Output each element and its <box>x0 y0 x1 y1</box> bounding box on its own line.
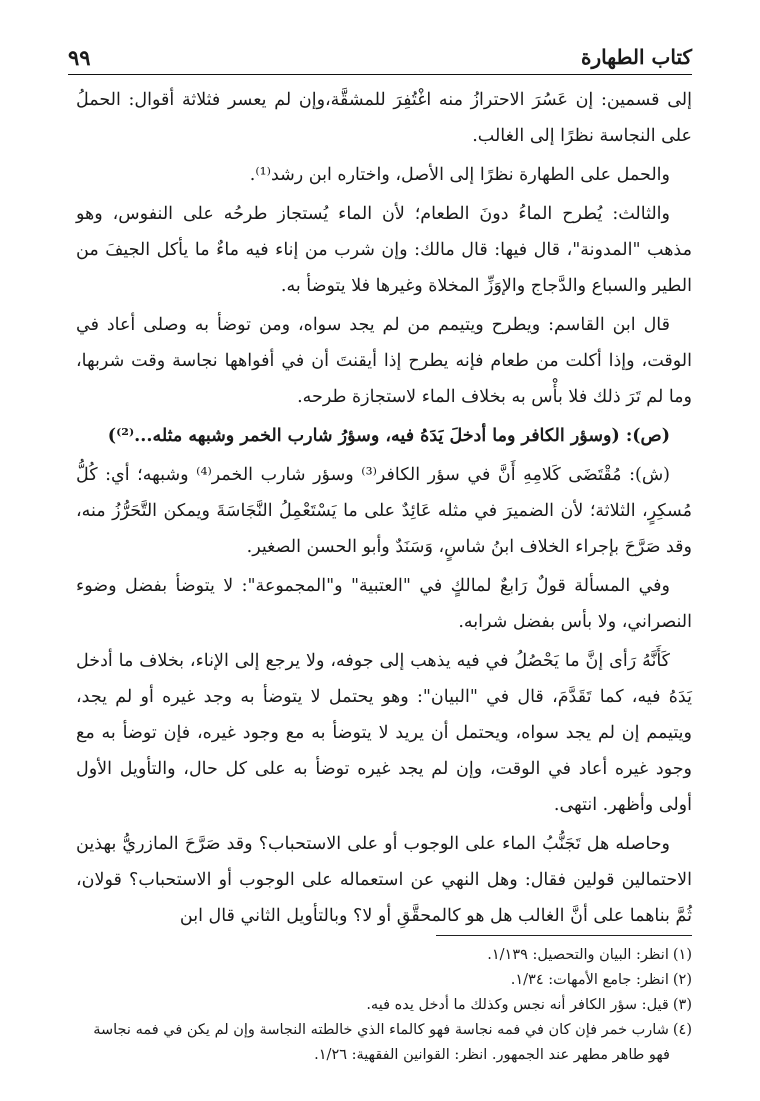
footnote-number: (١) <box>672 947 692 963</box>
footnote <box>76 943 692 968</box>
paragraph: والثالث: يُطرح الماءُ دونَ الطعام؛ لأن الماء يُستجاز طرحُه على النفوس، وهو مذهب "المدونة"، قال فيها: قال مالك: وإن شرب من إناء فيه ماءٌ ما يأكل الجيفَ من الطير والسباع والدَّجاج والإوَزِّ المخلاة وغيرها فلا يتوضأ به. <box>76 204 692 296</box>
paragraph: قال ابن القاسم: ويطرح ويتيمم من لم يجد سواه، ومن توضأ به وصلى أعاد في الوقت، وإذا أكلت من طعام فإنه يطرح إذا أيقنتَ أن في أفواهها نجاسة وقت شربها، وما لم تَرَ ذلك فلا بأْس به بخلاف الماء لاستجازة طرحه. <box>76 315 692 407</box>
paragraph: (ش): مُقْتَضَى كَلامِهِ أَنَّ في سؤر الكافر⁽³⁾ وسؤر شارب الخمر⁽⁴⁾ وشبهه؛ أي: كُلُّ مُسكِرٍ، الثلاثة؛ لأن الضميرَ في مثله عَائِدٌ على ما يَسْتَعْمِلُ النَّجَاسَةَ ويمكن التَّحَرُّزُ منه، وقد صَرَّحَ بإجراء الخلاف ابنُ شاسٍ، وَسَنَدٌ وأبو الحسن الصغير. <box>76 465 692 557</box>
page-header <box>68 40 692 75</box>
footnote-number: (٣) <box>672 997 692 1013</box>
paragraph: كَأَنَّهُ رَأى إنَّ ما يَحْصُلُ في فيه يذهب إلى جوفه، ولا يرجع إلى الإناء، بخلاف ما أدخل يَدَهُ فيه، كما تَقَدَّمَ، قال في "البيان": وهو يحتمل لا يتوضأ به وجد غيره أو لم يجد، ويتيمم إن لم يجد سواه، ويحتمل أن يريد لا يتوضأ به مع وجود غيره، فإن توضأ به مع وجود غيره أعاد في الوقت، وإن لم يجد غيره توضأ به على كل حال، والتأويل الأول أولى وأظهر. انتهى. <box>76 651 692 815</box>
footnote <box>76 1018 692 1043</box>
footnote-number: (٢) <box>672 972 692 988</box>
footnote-divider <box>436 935 692 936</box>
paragraph: (ص): (وسؤر الكافر وما أدخلَ يَدَهُ فيه، وسؤرُ شارب الخمر وشبهه مثله...⁽²⁾) <box>107 426 670 446</box>
paragraph: والحمل على الطهارة نظرًا إلى الأصل، واختاره ابن رشد⁽¹⁾. <box>249 165 670 185</box>
footnote <box>76 993 692 1018</box>
footnote-text: شارب خمر فإن كان في فمه نجاسة فهو كالماء الذي خالطته النجاسة وإن لم يكن في فمه نجاسة <box>93 1022 669 1038</box>
footnote <box>76 968 692 993</box>
paragraph: وحاصله هل تَجَنُّبُ الماء على الوجوب أو على الاستحباب؟ وقد صَرَّحَ المازريُّ بهذين الاحتمالين قولين فقال: وهل النهي عن استعماله على الوجوب أو الاستحباب؟ قولان، ثُمَّ بناهما على أنَّ الغالب هل هو كالمحقَّقِ أو لا؟ وبالتأويل الثاني قال ابن <box>76 834 692 926</box>
footnote-text: انظر: جامع الأمهات: ١/٣٤. <box>510 972 669 988</box>
main-text <box>76 82 692 937</box>
paragraph: إلى قسمين: إن عَسُرَ الاحترازُ منه اغْتُفِرَ للمشقَّة،وإن لم يعسر فثلاثة أقوال: الحملُ على النجاسة نظرًا إلى الغالب. <box>76 90 692 146</box>
footnotes <box>76 943 692 1068</box>
paragraph: وفي المسألة قولٌ رَابعٌ لمالكٍ في "العتبية" و"المجموعة": لا يتوضأ بفضل وضوء النصراني، ولا بأس بفضل شرابه. <box>76 576 692 632</box>
chapter-title: كتاب الطهارة <box>581 45 692 69</box>
page-number: ٩٩ <box>68 44 91 70</box>
footnote-text: قيل: سؤر الكافر أنه نجس وكذلك ما أدخل يده فيه. <box>366 997 669 1013</box>
footnote-number: (٤) <box>672 1022 692 1038</box>
footnote-text: انظر: البيان والتحصيل: ١/١٣٩. <box>487 947 669 963</box>
footnote-continuation: فهو طاهر مطهر عند الجمهور. انظر: القوانين الفقهية: ١/٢٦. <box>314 1047 670 1063</box>
